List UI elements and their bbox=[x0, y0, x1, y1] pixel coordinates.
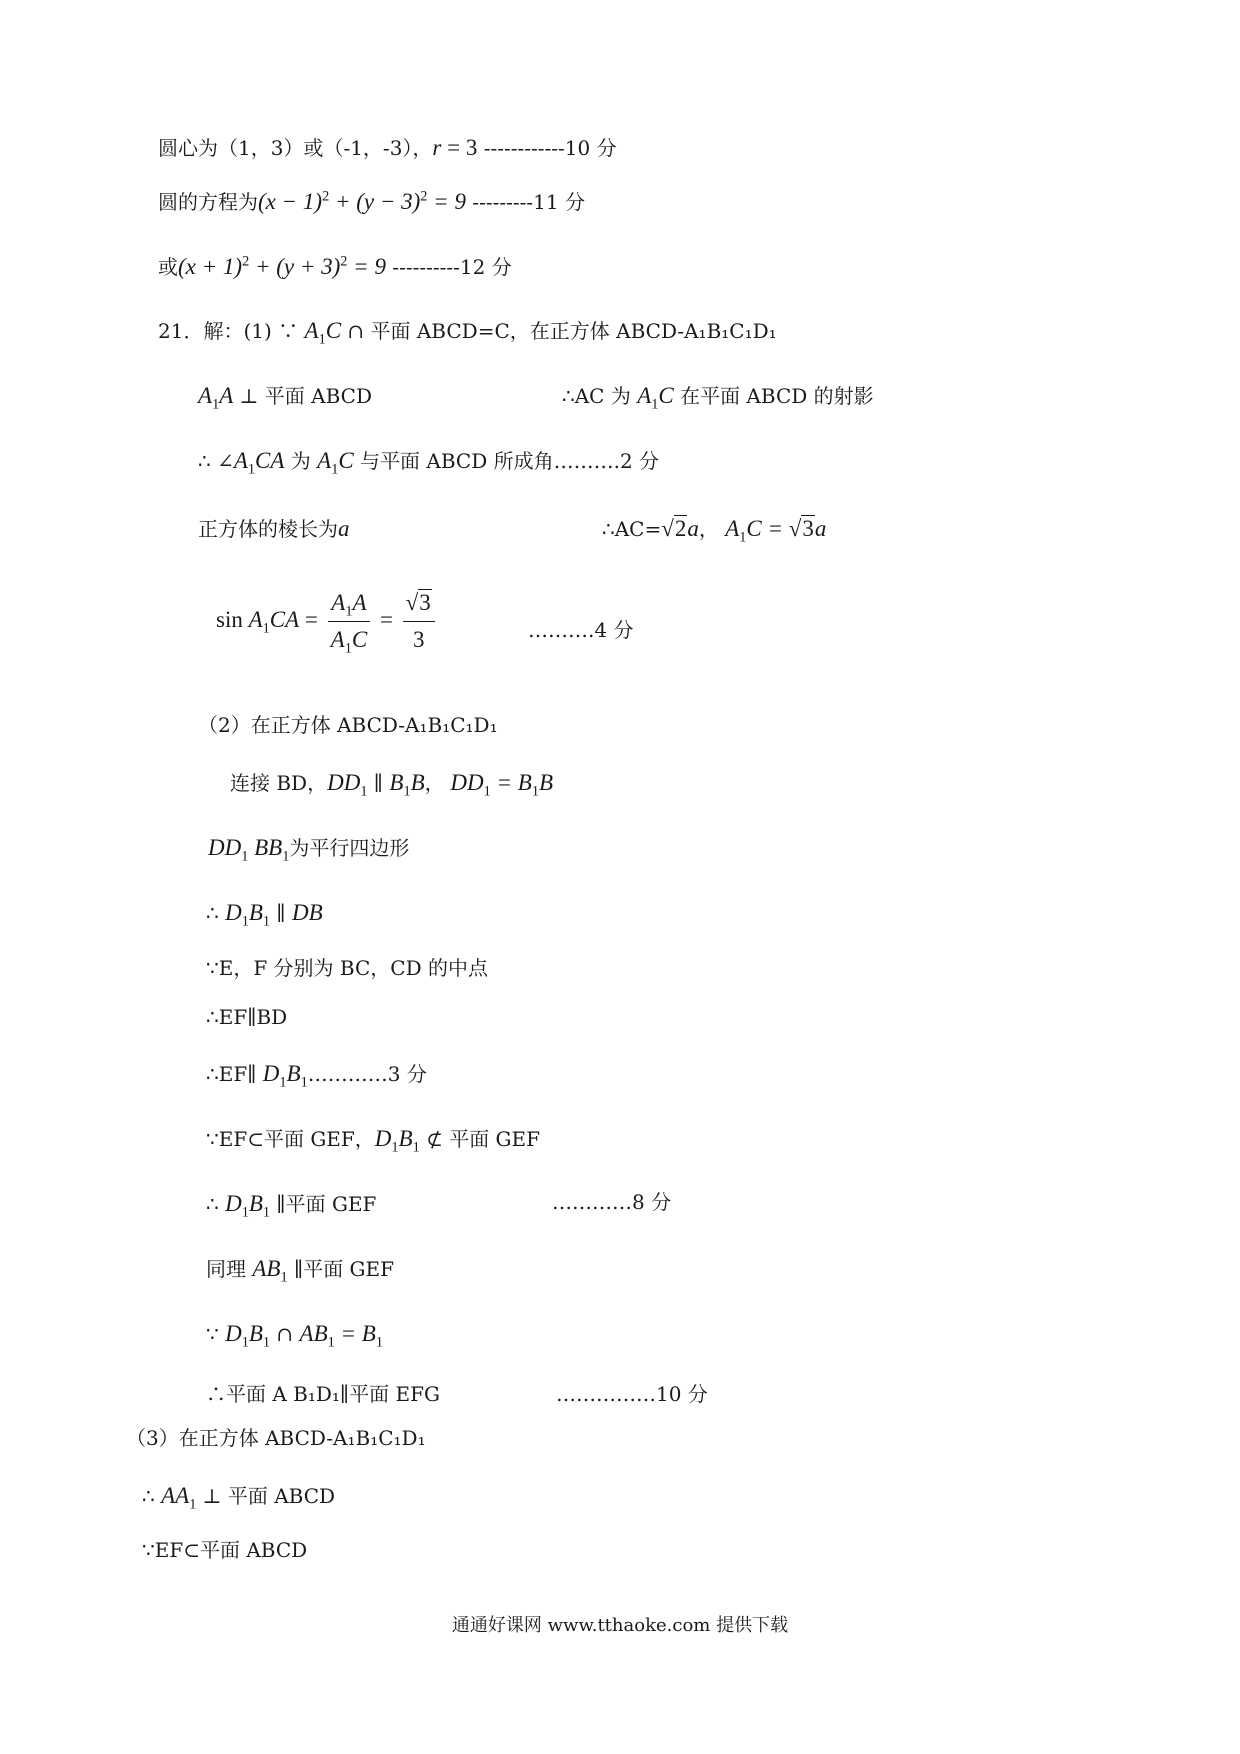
line-16 bbox=[206, 1124, 540, 1154]
line-6 bbox=[198, 446, 659, 476]
text: ⊥ 平面 ABCD bbox=[239, 384, 372, 408]
math-dd1-eq-b1b: $DD_1 = B_1B$ bbox=[444, 770, 554, 800]
text: 同理 bbox=[206, 1257, 253, 1281]
math-d1b1: $D_1B_1$ bbox=[374, 1126, 420, 1156]
text: ∥平面 GEF bbox=[287, 1257, 394, 1281]
text: ∴ bbox=[206, 901, 226, 925]
text: ∴ ∠ bbox=[198, 449, 234, 473]
line-21 bbox=[126, 1425, 426, 1451]
math-db: DB bbox=[291, 900, 323, 925]
text: ∥平面 GEF bbox=[270, 1192, 377, 1216]
score: ----------12 分 bbox=[385, 255, 512, 279]
text: ∵ bbox=[206, 1322, 226, 1346]
math-dd1: $DD_1$ bbox=[327, 770, 368, 800]
math-d1b1: $D_1B_1$ bbox=[225, 1321, 271, 1351]
line-15 bbox=[206, 1059, 427, 1089]
text: （3）在正方体 ABCD-A₁B₁C₁D₁ bbox=[126, 1426, 426, 1450]
line-20 bbox=[206, 1381, 440, 1407]
text: ∩ bbox=[270, 1322, 300, 1346]
text: 或 bbox=[158, 255, 178, 279]
line-11 bbox=[208, 833, 409, 863]
math-a1c-eq-root3a: $A_1C = √3a$ bbox=[725, 516, 827, 546]
radicand: 3 bbox=[419, 590, 431, 615]
line-19 bbox=[206, 1319, 383, 1349]
text: ∴EF∥BD bbox=[206, 1005, 288, 1029]
math-a1ca: $A_1CA$ bbox=[248, 606, 300, 637]
fraction-a1a-over-a1c: $\frac{A_1A}{A_1C}$ bbox=[328, 588, 371, 655]
text: 与平面 ABCD 所成角……….2 分 bbox=[353, 449, 660, 473]
line-17 bbox=[206, 1189, 376, 1219]
text: ， bbox=[424, 771, 445, 795]
text: ∴AC 为 bbox=[562, 384, 638, 408]
math-a1c: $A_1C$ bbox=[304, 318, 342, 348]
fraction-root3-over-3: $\frac{√3}{3}$ bbox=[403, 588, 435, 655]
edge-length-symbol: a bbox=[338, 516, 350, 541]
text: （2）在正方体 ABCD-A₁B₁C₁D₁ bbox=[198, 713, 498, 737]
line-4 bbox=[158, 316, 777, 346]
text: ， bbox=[698, 517, 726, 541]
math-a1c: $A_1C$ bbox=[637, 383, 674, 413]
text: ∥ bbox=[270, 901, 292, 925]
footer-text: 通通好课网 www.tthaoke.com 提供下载 bbox=[451, 1615, 789, 1636]
text: ∵EF⊂平面 ABCD bbox=[142, 1538, 308, 1562]
math: = 3 bbox=[441, 135, 478, 160]
text: ∩ 平面 ABCD=C，在正方体 ABCD-A₁B₁C₁D₁ bbox=[341, 319, 777, 343]
line-8 bbox=[216, 588, 439, 655]
text: 为 bbox=[284, 449, 318, 473]
text: ∴ bbox=[206, 1192, 226, 1216]
text: 在平面 ABCD 的射影 bbox=[673, 384, 874, 408]
equals: = bbox=[374, 606, 399, 632]
math-a1c: $A_1C$ bbox=[317, 448, 354, 478]
math-a1a: $A_1A$ bbox=[198, 383, 234, 413]
math-ab1: $AB_1$ bbox=[252, 1256, 288, 1286]
line-5-right bbox=[562, 381, 874, 411]
line-18 bbox=[206, 1254, 394, 1284]
score: ---------11 分 bbox=[465, 190, 585, 214]
math-root2a: √2a bbox=[661, 516, 699, 541]
equals: = bbox=[299, 606, 324, 632]
line-20-score bbox=[556, 1381, 708, 1407]
math-dd1-bb1: $DD_1$ $BB_1$ bbox=[208, 835, 290, 865]
text: ∴ bbox=[142, 1484, 162, 1508]
text: ∴AC= bbox=[602, 517, 662, 541]
score: ……….4 分 bbox=[528, 618, 634, 642]
line-12 bbox=[206, 898, 323, 928]
math-a1ca: $A_1CA$ bbox=[233, 448, 285, 478]
score: …………3 分 bbox=[307, 1062, 427, 1086]
math-d1b1: $D_1B_1$ bbox=[225, 1191, 271, 1221]
line-10 bbox=[230, 768, 553, 798]
score: ……………10 分 bbox=[556, 1382, 708, 1406]
text: ∵EF⊂平面 GEF， bbox=[206, 1127, 375, 1151]
line-14 bbox=[206, 1004, 287, 1030]
line-9 bbox=[198, 712, 498, 738]
line-1 bbox=[158, 133, 617, 163]
text: ∵E，F 分别为 BC，CD 的中点 bbox=[206, 956, 488, 980]
line-13 bbox=[206, 955, 488, 981]
radius-symbol: r bbox=[432, 135, 442, 160]
score: ------------10 分 bbox=[477, 136, 617, 160]
text: ∥ bbox=[367, 771, 390, 795]
math-ab1-eq-b1: $AB_1 = B_1$ bbox=[299, 1321, 383, 1351]
text: 正方体的棱长为 bbox=[198, 517, 338, 541]
line-2 bbox=[158, 187, 585, 217]
line-8-score bbox=[528, 617, 633, 643]
text: 为平行四边形 bbox=[289, 836, 410, 860]
text: ⊥ 平面 ABCD bbox=[196, 1484, 336, 1508]
line-3 bbox=[158, 252, 512, 282]
text: 圆的方程为 bbox=[158, 190, 258, 214]
math-d1b1: $D_1B_1$ bbox=[262, 1061, 308, 1091]
math-aa1: $AA_1$ bbox=[161, 1483, 197, 1513]
sin-label: sin bbox=[216, 606, 249, 632]
line-22 bbox=[142, 1481, 335, 1511]
line-17-score bbox=[552, 1189, 671, 1215]
math-d1b1: $D_1B_1$ bbox=[225, 900, 271, 930]
text: 连接 BD， bbox=[230, 771, 328, 795]
math-b1b: $B_1B$ bbox=[389, 770, 425, 800]
line-7-right bbox=[602, 514, 826, 544]
text: 圆心为（1，3）或（-1，-3）， bbox=[158, 136, 433, 160]
text: ∴EF∥ bbox=[206, 1062, 263, 1086]
circle-equation-2: $(x + 1)^2 + (y + 3)^2 = 9$ bbox=[178, 253, 386, 279]
circle-equation-1: $(x - 1)^2 + (y - 3)^2 = 9$ bbox=[258, 188, 466, 214]
score: …………8 分 bbox=[552, 1190, 672, 1214]
text: 21．解：(1) ∵ bbox=[158, 319, 305, 343]
line-7-left bbox=[198, 514, 350, 544]
line-5-left bbox=[198, 381, 372, 411]
line-23 bbox=[142, 1537, 307, 1563]
denominator: 3 bbox=[412, 626, 425, 652]
text: ⊄ 平面 GEF bbox=[419, 1127, 541, 1151]
page-footer bbox=[0, 1611, 1240, 1637]
text: ∴平面 A B₁D₁∥平面 EFG bbox=[206, 1382, 440, 1406]
